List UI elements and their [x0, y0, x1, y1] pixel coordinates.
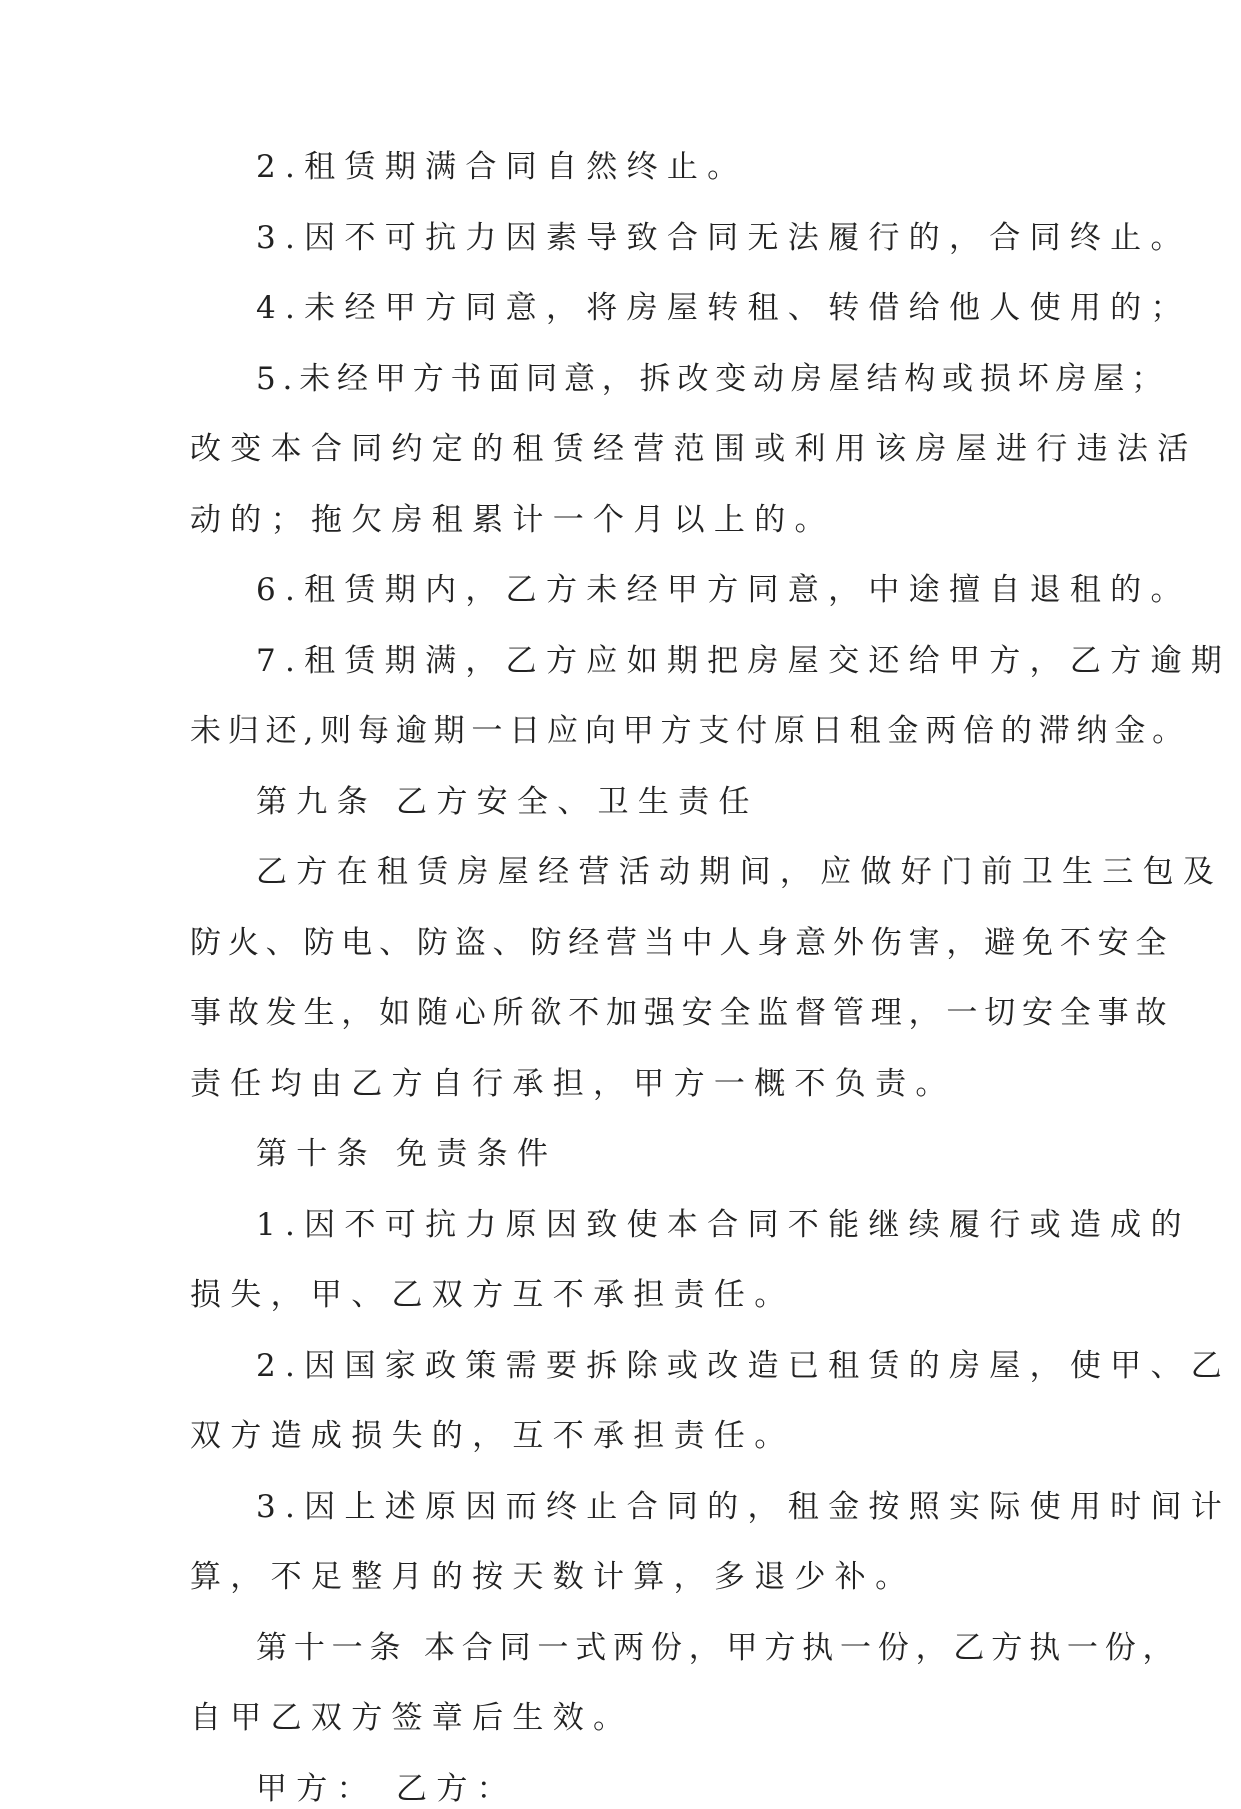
- clause-9-paragraph-line-3: 事故发生，如随心所欲不加强安全监督管理，一切安全事故: [190, 995, 1174, 1031]
- signature-line: 甲方： 乙方：: [256, 1770, 517, 1807]
- clause-10-item-1-line-2: 损失，甲、乙双方互不承担责任。: [190, 1277, 795, 1313]
- clause-11-line-2: 自甲乙双方签章后生效。: [190, 1700, 634, 1736]
- clause-11-line-1: 第十一条 本合同一式两份，甲方执一份，乙方执一份，: [256, 1629, 1181, 1666]
- clause-8-item-5-line-3: 动的；拖欠房租累计一个月以上的。: [190, 501, 835, 538]
- clause-10-heading: 第十条 免责条件: [256, 1136, 558, 1172]
- clause-9-paragraph-line-4: 责任均由乙方自行承担，甲方一概不负责。: [190, 1065, 956, 1102]
- clause-8-item-5-line-1: 5.未经甲方书面同意，拆改变动房屋结构或损坏房屋；: [256, 360, 1170, 397]
- clause-8-item-3: 3.因不可抗力因素导致合同无法履行的，合同终止。: [256, 219, 1191, 256]
- clause-10-item-1-line-1: 1.因不可抗力原因致使本合同不能继续履行或造成的: [256, 1206, 1191, 1243]
- clause-10-item-3-line-2: 算，不足整月的按天数计算，多退少补。: [190, 1559, 916, 1595]
- clause-9-paragraph-line-2: 防火、防电、防盗、防经营当中人身意外伤害，避免不安全: [190, 924, 1174, 961]
- clause-10-item-2-line-1: 2.因国家政策需要拆除或改造已租赁的房屋，使甲、乙: [256, 1347, 1232, 1384]
- clause-9-paragraph-line-1: 乙方在租赁房屋经营活动期间，应做好门前卫生三包及: [256, 854, 1224, 890]
- clause-10-item-3-line-1: 3.因上述原因而终止合同的，租金按照实际使用时间计: [256, 1488, 1232, 1525]
- clause-8-item-6: 6.租赁期内，乙方未经甲方同意，中途擅自退租的。: [256, 572, 1191, 608]
- clause-8-item-7-line-2: 未归还,则每逾期一日应向甲方支付原日租金两倍的滞纳金。: [190, 713, 1190, 749]
- clause-9-heading: 第九条 乙方安全、卫生责任: [256, 783, 759, 820]
- clause-8-item-2: 2.租赁期满合同自然终止。: [256, 149, 748, 185]
- clause-10-item-2-line-2: 双方造成损失的，互不承担责任。: [190, 1418, 795, 1454]
- clause-8-item-7-line-1: 7.租赁期满，乙方应如期把房屋交还给甲方，乙方逾期: [256, 642, 1232, 679]
- clause-8-item-4: 4.未经甲方同意，将房屋转租、转借给他人使用的；: [256, 290, 1191, 326]
- clause-8-item-5-line-2: 改变本合同约定的租赁经营范围或利用该房屋进行违法活: [190, 431, 1198, 467]
